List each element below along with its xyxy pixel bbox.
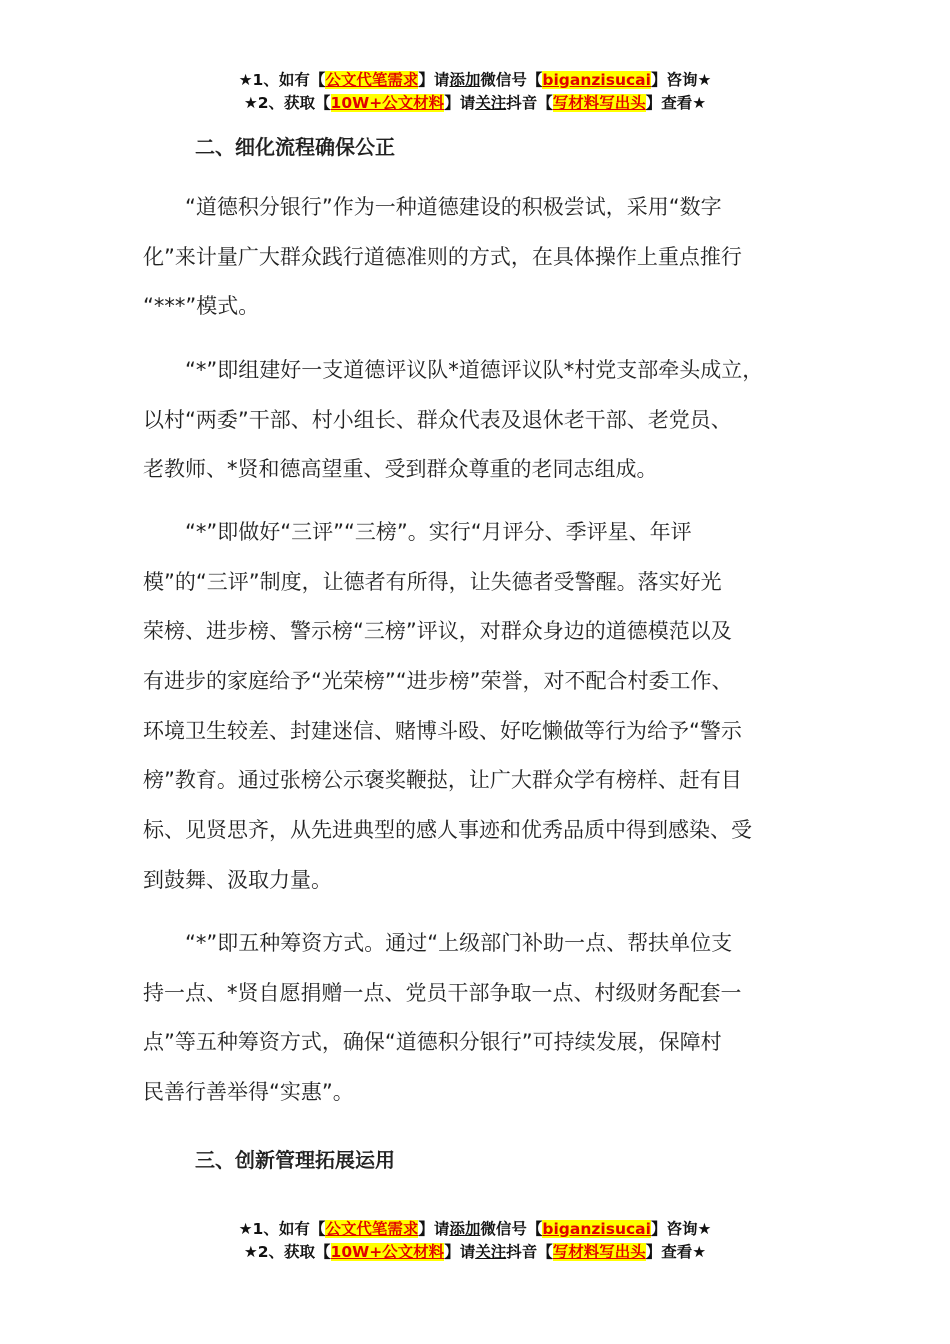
banner-text: 】请 bbox=[418, 71, 450, 89]
paragraph-line: 化”来计量广大群众践行道德准则的方式，在具体操作上重点推行 bbox=[143, 244, 742, 269]
banner-text: 】咨询★ bbox=[650, 1220, 712, 1238]
paragraph-line: “*”即五种筹资方式。通过“上级部门补助一点、帮扶单位支 bbox=[143, 931, 733, 955]
banner-line-1 bbox=[0, 1218, 950, 1241]
section-heading-2: 二、细化流程确保公正 bbox=[195, 135, 395, 159]
paragraph-line: 标、见贤思齐，从先进典型的感人事迹和优秀品质中得到感染、受 bbox=[143, 818, 752, 843]
paragraph-line: “***”模式。 bbox=[143, 294, 260, 319]
paragraph-line: 到鼓舞、汲取力量。 bbox=[143, 867, 332, 892]
paragraph-line: “道德积分银行”作为一种道德建设的积极尝试，采用“数字 bbox=[143, 195, 722, 219]
banner-text: 】请 bbox=[444, 1243, 476, 1261]
banner-text: 】请 bbox=[444, 94, 476, 112]
section-heading-3: 三、创新管理拓展运用 bbox=[195, 1148, 395, 1172]
banner-highlight: 公文代笔需求 bbox=[325, 71, 419, 89]
banner-text: ★1、如有【 bbox=[238, 71, 326, 89]
banner-highlight: 10W+公文材料 bbox=[330, 94, 445, 112]
banner-text: 抖音【 bbox=[506, 1243, 553, 1261]
paragraph-2 bbox=[143, 346, 823, 495]
paragraph-line: 模”的“三评”制度，让德者有所得，让失德者受警醒。落实好光 bbox=[143, 569, 722, 594]
banner-underlined: 添加 bbox=[449, 71, 481, 89]
paragraph-line: “*”即组建好一支道德评议队*道德评议队*村党支部牵头成立， bbox=[143, 358, 764, 382]
banner-underlined: 关注 bbox=[475, 1243, 507, 1261]
paragraph-line: 民善行善举得“实惠”。 bbox=[143, 1080, 354, 1105]
banner-douyin-id: 写材料写出头 bbox=[552, 94, 646, 112]
banner-line-2 bbox=[0, 1241, 950, 1264]
banner-text: ★1、如有【 bbox=[238, 1220, 326, 1238]
banner-highlight: 10W+公文材料 bbox=[330, 1243, 445, 1261]
paragraph-line: 榜”教育。通过张榜公示褒奖鞭挞，让广大群众学有榜样、赶有目 bbox=[143, 768, 742, 793]
paragraph-line: 环境卫生较差、封建迷信、赌博斗殴、好吃懒做等行为给予“警示 bbox=[143, 718, 742, 743]
paragraph-line: 老教师、*贤和德高望重、受到群众尊重的老同志组成。 bbox=[143, 457, 658, 482]
banner-text: 微信号【 bbox=[480, 71, 543, 89]
banner-line-2 bbox=[0, 92, 950, 115]
paragraph-line: 有进步的家庭给予“光荣榜”“进步榜”荣誉，对不配合村委工作、 bbox=[143, 669, 733, 694]
banner-text: 】查看★ bbox=[645, 94, 707, 112]
banner-underlined: 关注 bbox=[475, 94, 507, 112]
banner-wechat-id: biganzisucai bbox=[542, 1220, 651, 1238]
paragraph-line: 荣榜、进步榜、警示榜“三榜”评议，对群众身边的道德模范以及 bbox=[143, 619, 732, 644]
banner-text: 】请 bbox=[418, 1220, 450, 1238]
paragraph-line: “*”即做好“三评”“三榜”。实行“月评分、季评星、年评 bbox=[143, 520, 692, 544]
paragraph-3 bbox=[143, 508, 823, 906]
banner-text: ★2、获取【 bbox=[243, 1243, 331, 1261]
banner-text: ★2、获取【 bbox=[243, 94, 331, 112]
banner-text: 】查看★ bbox=[645, 1243, 707, 1261]
top-banner bbox=[0, 69, 950, 115]
banner-line-1 bbox=[0, 69, 950, 92]
banner-wechat-id: biganzisucai bbox=[542, 71, 651, 89]
bottom-banner bbox=[0, 1218, 950, 1264]
paragraph-line: 点”等五种筹资方式，确保“道德积分银行”可持续发展，保障村 bbox=[143, 1030, 722, 1055]
banner-text: 抖音【 bbox=[506, 94, 553, 112]
banner-text: 】咨询★ bbox=[650, 71, 712, 89]
banner-highlight: 公文代笔需求 bbox=[325, 1220, 419, 1238]
paragraph-4 bbox=[143, 919, 823, 1118]
banner-underlined: 添加 bbox=[449, 1220, 481, 1238]
paragraph-1 bbox=[143, 183, 823, 332]
banner-douyin-id: 写材料写出头 bbox=[552, 1243, 646, 1261]
paragraph-line: 持一点、*贤自愿捐赠一点、党员干部争取一点、村级财务配套一 bbox=[143, 980, 742, 1005]
banner-text: 微信号【 bbox=[480, 1220, 543, 1238]
paragraph-line: 以村“两委”干部、村小组长、群众代表及退休老干部、老党员、 bbox=[143, 407, 732, 432]
